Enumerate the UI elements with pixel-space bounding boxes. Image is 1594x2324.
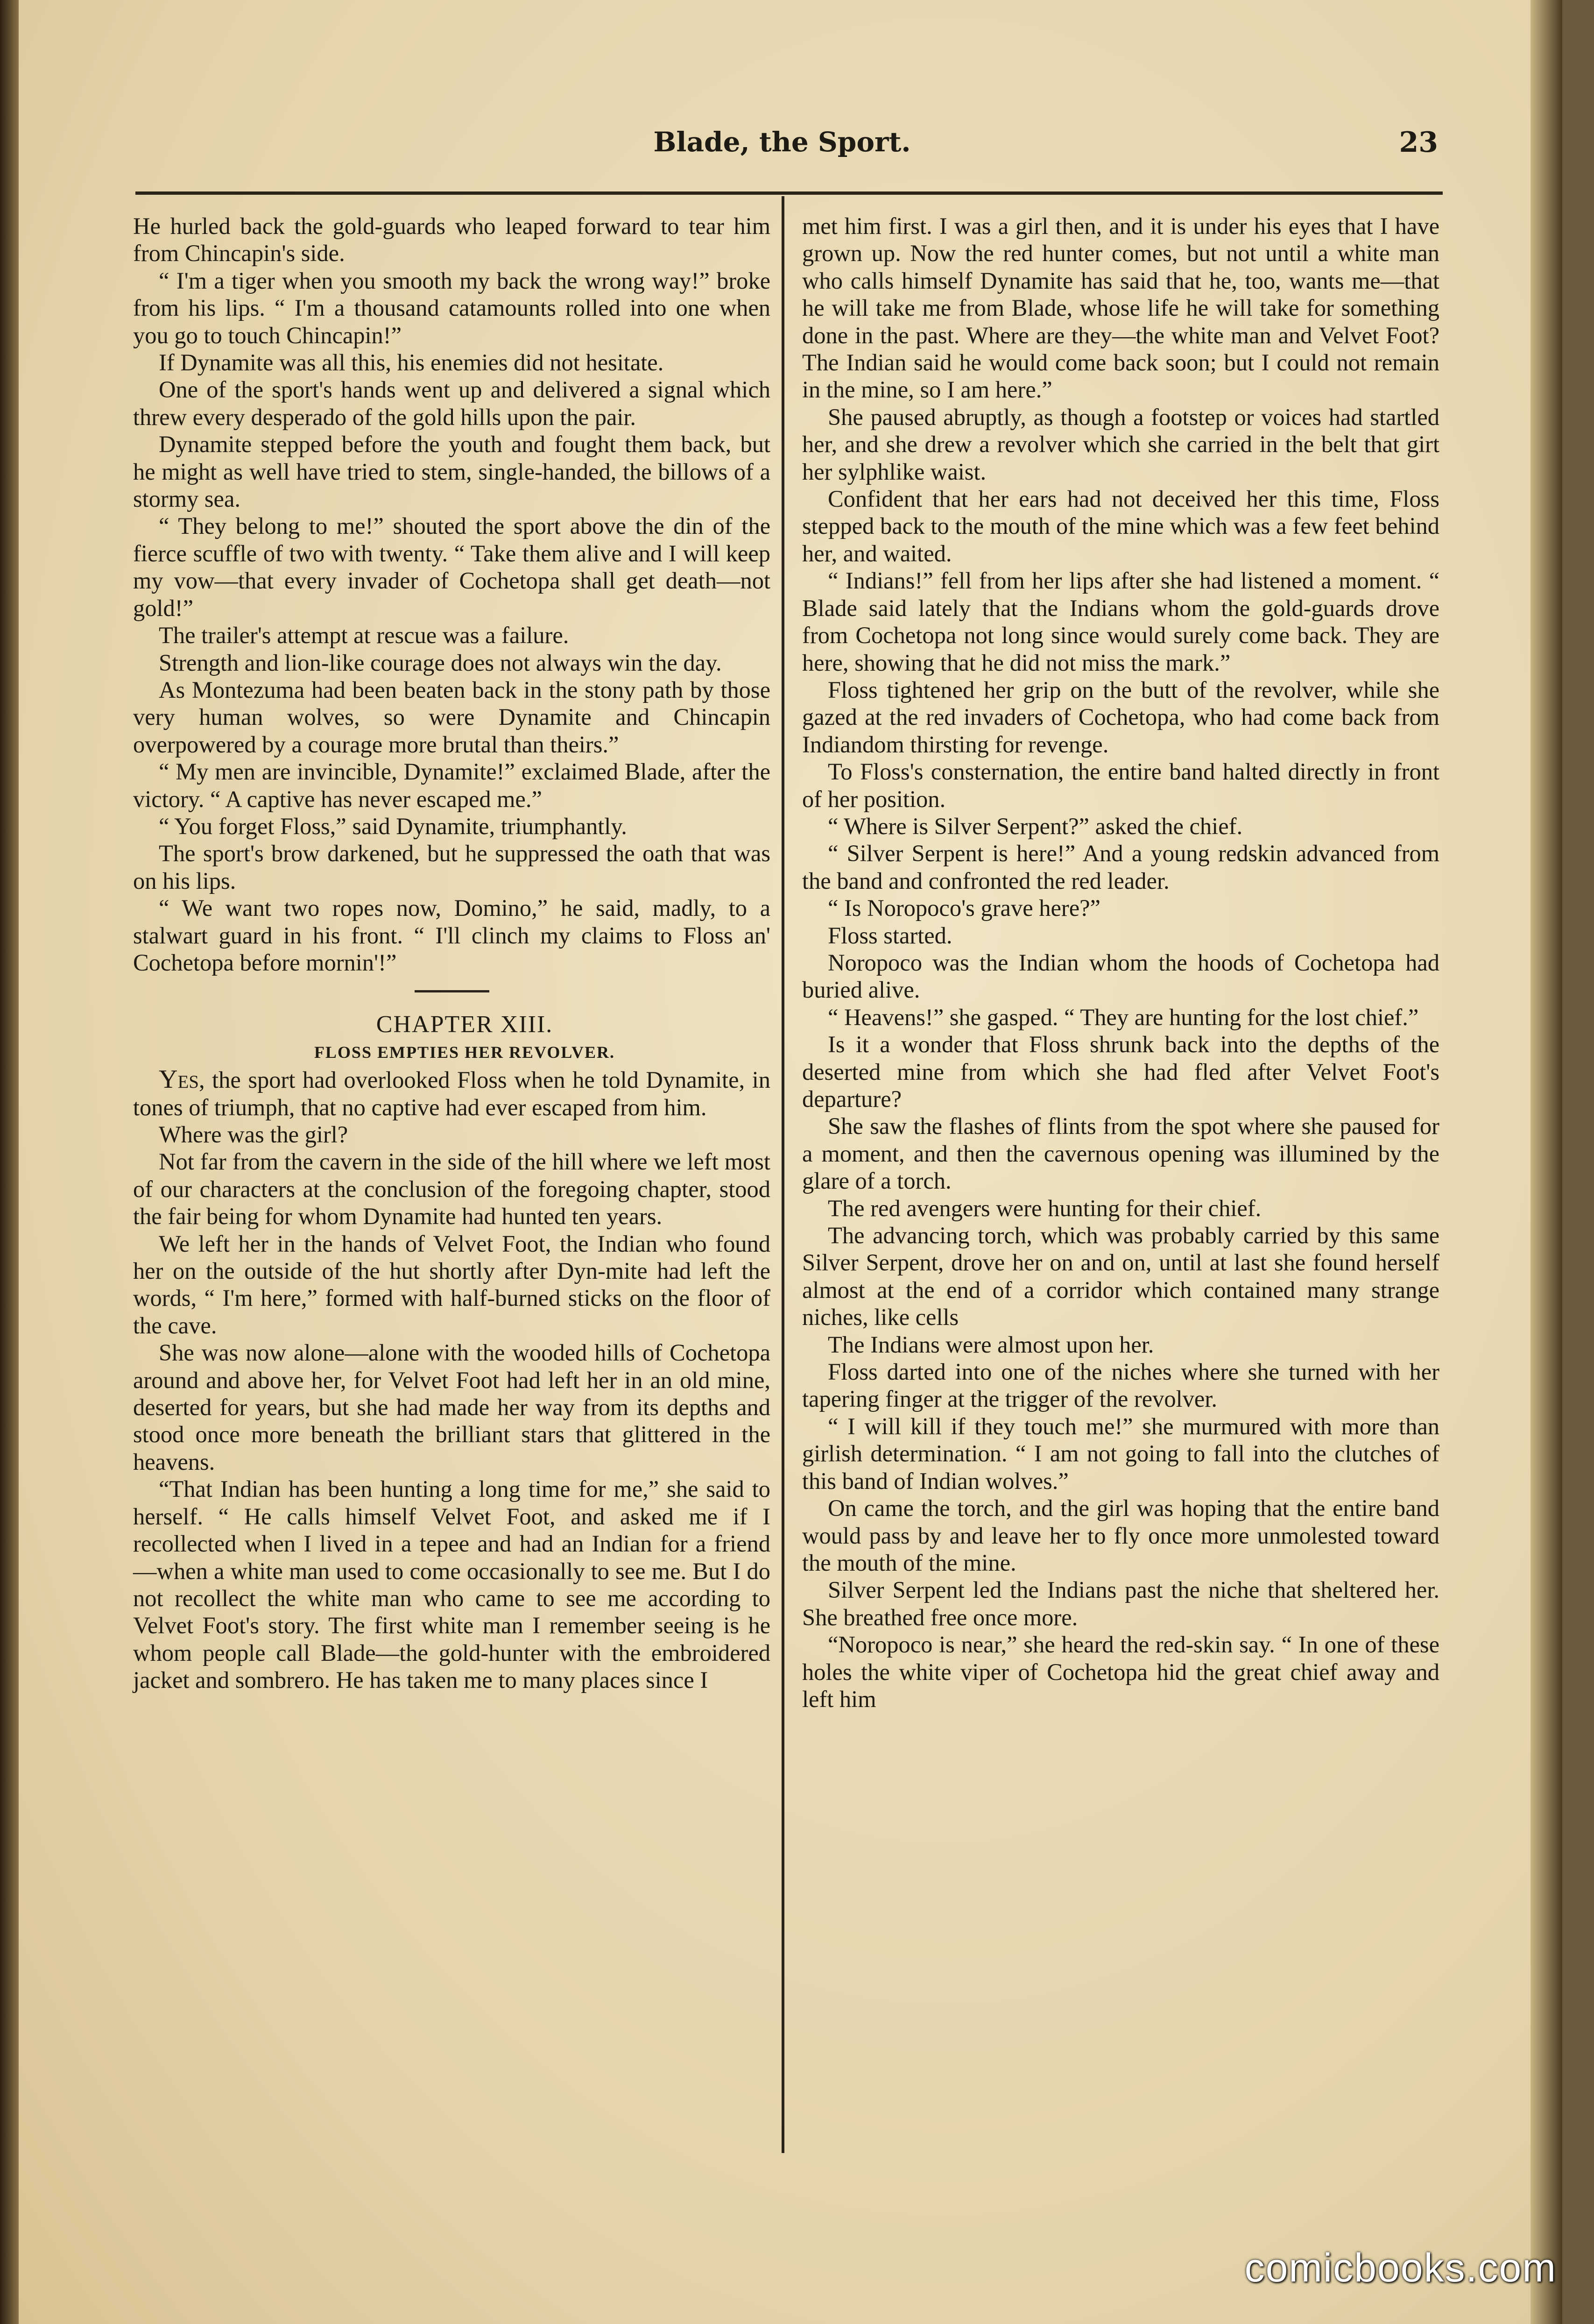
paragraph: She saw the flashes of flints from the spot where she paused for a moment, and then the cavernous opening was illumined by the glare of a torch. <box>802 1113 1439 1194</box>
paragraph: The trailer's attempt at rescue was a failure. <box>159 622 569 649</box>
paragraph: Floss darted into one of the niches where she turned with her tapering finger at the trigger of the revolver. <box>802 1359 1439 1412</box>
right-column <box>802 213 1439 1713</box>
paragraph: Confident that her ears had not deceived her this time, Floss stepped back to the mouth of the mine which was a few feet behind her, and waited. <box>802 486 1439 567</box>
paragraph: We left her in the hands of Velvet Foot, the Indian who found her on the outside of the hut shortly after Dyn-mite had left the words, “ I'm here,” formed with half-burned sticks on the floor of the cave. <box>133 1230 770 1339</box>
column-divider <box>782 196 784 2153</box>
paragraph: The sport's brow darkened, but he suppressed the oath that was on his lips. <box>133 840 770 894</box>
chapter-title: CHAPTER XIII. <box>376 1011 553 1038</box>
paragraph: Floss started. <box>828 922 952 949</box>
running-title: Blade, the Sport. <box>653 126 911 158</box>
paragraph: To Floss's consternation, the entire band halted directly in front of her position. <box>802 758 1439 812</box>
paragraph: She was now alone—alone with the wooded hills of Cochetopa around and above her, for Velvet Foot had left her in an old mine, deserted for years, but she had made her way from its depths and stood once more beneath the brilliant stars that glittered in the heavens. <box>133 1339 770 1475</box>
paragraph: On came the torch, and the girl was hoping that the entire band would pass by and leave her to fly once more unmolested toward the mouth of the mine. <box>802 1495 1439 1576</box>
paragraph: The Indians were almost upon her. <box>828 1331 1154 1358</box>
lead-text: , the sport had overlooked Floss when he told Dynamite, in tones of triumph, that no captive had ever escaped from him. <box>133 1067 770 1120</box>
left-column <box>133 213 770 1694</box>
header-rule <box>135 191 1443 195</box>
paragraph: “ Where is Silver Serpent?” asked the chief. <box>828 813 1243 839</box>
paragraph: One of the sport's hands went up and delivered a signal which threw every desperado of the gold hills upon the pair. <box>133 376 770 430</box>
watermark: comicbooks.com <box>1244 2246 1557 2290</box>
paragraph: “Noropoco is near,” she heard the red-skin say. “ In one of these holes the white viper of Cochetopa hid the great chief away and left him <box>802 1631 1439 1712</box>
chapter-rule <box>415 990 489 992</box>
paragraph: Dynamite stepped before the youth and fought them back, but he might as well have tried to stem, single-handed, the billows of a stormy sea. <box>133 431 770 512</box>
paragraph: The advancing torch, which was probably carried by this same Silver Serpent, drove her on and on, until at last she found herself almost at the end of a corridor which contained many strange niches, like cells <box>802 1222 1439 1331</box>
paragraph: He hurled back the gold-guards who leaped forward to tear him from Chincapin's side. <box>133 213 770 267</box>
lead-word: Yes <box>159 1065 199 1094</box>
page-header <box>117 126 1447 168</box>
book-binding <box>0 0 19 2324</box>
paragraph: “That Indian has been hunting a long time for me,” she said to herself. “ He calls himself Velvet Foot, and asked me if I recollected when I lived in a tepee and had an Indian for a friend —when a white man used to come occasionally to see me. But I do not recollect the white man who came to see me according to Velvet Foot's story. The first white man I remember seeing is he whom people call Blade—the gold-hunter with the embroidered jacket and sombrero. He has taken me to many places since I <box>133 1476 770 1693</box>
paragraph: “ You forget Floss,” said Dynamite, triumphantly. <box>159 813 627 839</box>
paragraph: “ They belong to me!” shouted the sport above the din of the fierce scuffle of two with twenty. “ Take them alive and I will keep my vow—that every invader of Cochetopa shall get death—not gold!” <box>133 513 770 621</box>
page-number: 23 <box>1399 126 1438 159</box>
paragraph: “ I will kill if they touch me!” she murmured with more than girlish determination. “ I am not going to fall into the clutches of this band of Indian wolves.” <box>802 1413 1439 1494</box>
paragraph: “ Indians!” fell from her lips after she had listened a moment. “ Blade said lately that the Indians whom the gold-guards drove from Cochetopa not long since would surely come back. They are here, showing that he did not miss the mark.” <box>802 567 1439 676</box>
page-edge <box>1531 0 1562 2324</box>
paragraph: Is it a wonder that Floss shrunk back into the depths of the deserted mine from which she had fled after Velvet Foot's departure? <box>802 1031 1439 1112</box>
paragraph: If Dynamite was all this, his enemies did not hesitate. <box>159 349 664 376</box>
paragraph: met him first. I was a girl then, and it is under his eyes that I have grown up. Now the red hunter comes, but not until a white man who calls himself Dynamite has said that he, too, wants me—that he will take me from Blade, whose life he will take for something done in the past. Where are they—the white man and Velvet Foot? The Indian said he would come back soon; but I could not remain in the mine, so I am here.” <box>802 213 1439 403</box>
paragraph: “ Silver Serpent is here!” And a young redskin advanced from the band and confronted the red leader. <box>802 840 1439 894</box>
paragraph: “ Is Noropoco's grave here?” <box>828 895 1100 921</box>
paragraph: She paused abruptly, as though a footstep or voices had startled her, and she drew a revolver which she carried in the belt that girt her sylphlike waist. <box>802 404 1439 485</box>
chapter-subtitle: FLOSS EMPTIES HER REVOLVER. <box>314 1042 615 1062</box>
paragraph: Floss tightened her grip on the butt of the revolver, while she gazed at the red invaders of Cochetopa, who had come back from Indiandom thirsting for revenge. <box>802 676 1439 758</box>
paragraph: “ My men are invincible, Dynamite!” exclaimed Blade, after the victory. “ A captive has never escaped me.” <box>133 758 770 812</box>
paragraph: As Montezuma had been beaten back in the stony path by those very human wolves, so were Dynamite and Chincapin overpowered by a courage more brutal than theirs.” <box>133 676 770 758</box>
paragraph: Not far from the cavern in the side of the hill where we left most of our characters at the conclusion of the foregoing chapter, stood the fair being for whom Dynamite had hunted ten years. <box>133 1148 770 1230</box>
paragraph: Strength and lion-like courage does not always win the day. <box>159 649 722 676</box>
paragraph: “ I'm a tiger when you smooth my back the wrong way!” broke from his lips. “ I'm a thousand catamounts rolled into one when you go to touch Chincapin!” <box>133 267 770 348</box>
paragraph: Where was the girl? <box>159 1121 348 1148</box>
paragraph: “ We want two ropes now, Domino,” he said, madly, to a stalwart guard in his front. “ I'll clinch my claims to Floss an' Cochetopa before mornin'!” <box>133 895 770 976</box>
paragraph: Noropoco was the Indian whom the hoods of Cochetopa had buried alive. <box>802 949 1439 1003</box>
paragraph: The red avengers were hunting for their chief. <box>828 1195 1262 1221</box>
paragraph: Silver Serpent led the Indians past the niche that sheltered her. She breathed free once more. <box>802 1577 1439 1630</box>
paragraph: “ Heavens!” she gasped. “ They are hunting for the lost chief.” <box>828 1004 1419 1030</box>
chapter-opening-paragraph <box>133 1066 770 1121</box>
